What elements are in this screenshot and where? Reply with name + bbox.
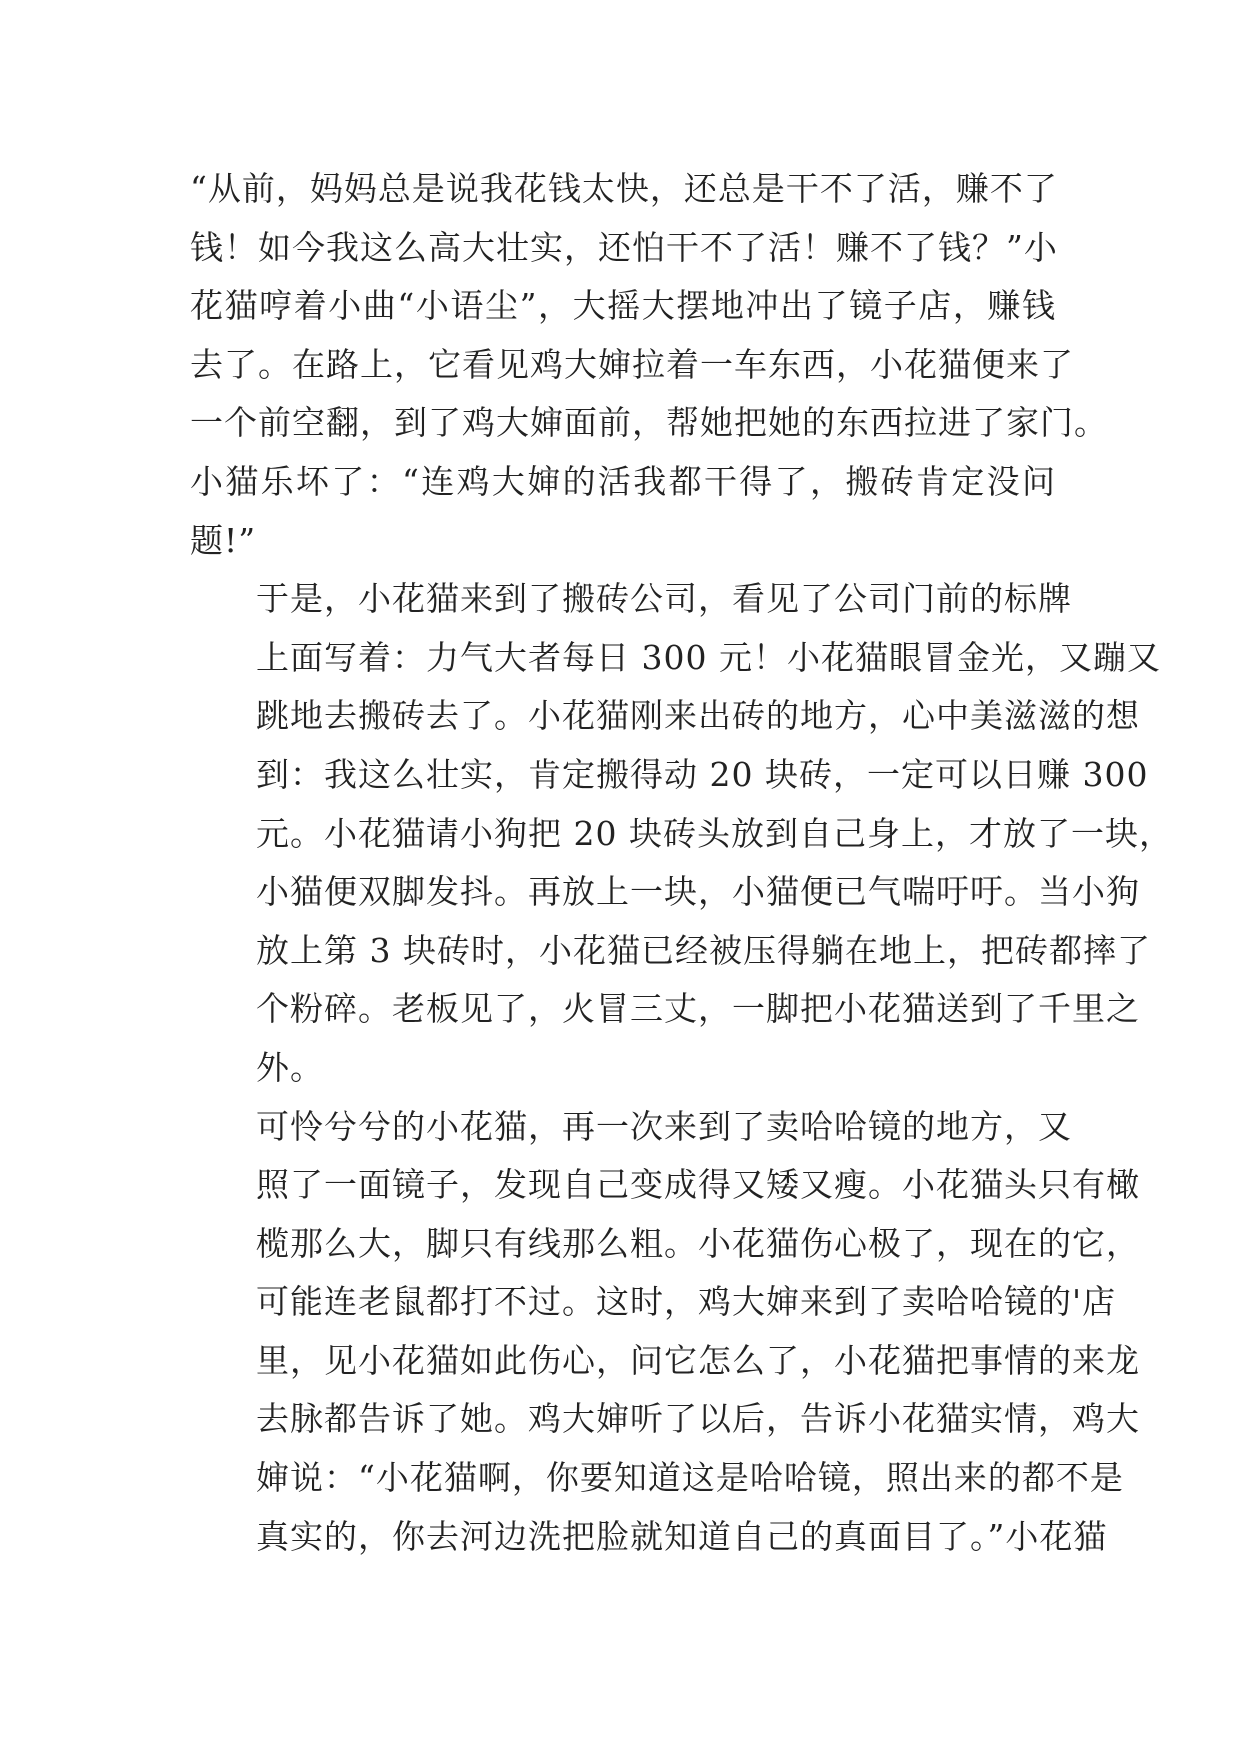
text-line: 上面写着：力气大者每日 300 元！小花猫眼冒金光，又蹦又 [256, 637, 1161, 677]
text-line: 花猫哼着小曲“小语尘”，大摇大摆地冲出了镜子店，赚钱 [190, 286, 1056, 326]
paragraph [190, 570, 1173, 1097]
text-line: 元。小花猫请小狗把 20 块砖头放到自己身上，才放了一块， [256, 813, 1173, 853]
text-line: 一个前空翻，到了鸡大婶面前，帮她把她的东西拉进了家门。 [190, 403, 1108, 443]
text-line: 榄那么大，脚只有线那么粗。小花猫伤心极了，现在的它， [256, 1223, 1140, 1263]
text-line: “从前，妈妈总是说我花钱太快，还总是干不了活，赚不了 [190, 169, 1058, 208]
document-body [190, 160, 1173, 1566]
text-line: 钱！如今我这么高大壮实，还怕干不了活！赚不了钱？”小 [190, 227, 1058, 267]
paragraph [190, 160, 1108, 570]
text-line: 放上第 3 块砖时，小花猫已经被压得躺在地上，把砖都摔了 [256, 930, 1151, 970]
text-line: 可怜兮兮的小花猫，再一次来到了卖哈哈镜的地方，又 [256, 1106, 1072, 1146]
text-line: 题!” [190, 520, 257, 560]
text-line: 小猫乐坏了：“连鸡大婶的活我都干得了，搬砖肯定没问 [190, 461, 1056, 501]
text-line: 到：我这么壮实，肯定搬得动 20 块砖，一定可以日赚 300 [256, 754, 1149, 794]
text-line: 跳地去搬砖去了。小花猫刚来出砖的地方，心中美滋滋的想 [256, 696, 1140, 736]
text-line: 去脉都告诉了她。鸡大婶听了以后，告诉小花猫实情，鸡大 [256, 1399, 1140, 1439]
text-line: 小猫便双脚发抖。再放上一块，小猫便已气喘吁吁。当小狗 [256, 872, 1140, 912]
text-line: 里，见小花猫如此伤心，问它怎么了，小花猫把事情的来龙 [256, 1340, 1140, 1380]
text-line: 去了。在路上，它看见鸡大婶拉着一车东西，小花猫便来了 [190, 344, 1074, 384]
text-line: 可能连老鼠都打不过。这时，鸡大婶来到了卖哈哈镜的'店 [256, 1282, 1117, 1322]
text-line: 外。 [256, 1047, 324, 1087]
text-line: 真实的，你去河边洗把脸就知道自己的真面目了。”小花猫 [256, 1516, 1108, 1556]
text-line: 照了一面镜子，发现自己变成得又矮又瘦。小花猫头只有橄 [256, 1165, 1140, 1205]
text-line: 婶说：“小花猫啊，你要知道这是哈哈镜，照出来的都不是 [256, 1458, 1124, 1498]
paragraph [190, 1098, 1140, 1567]
text-line: 个粉碎。老板见了，火冒三丈，一脚把小花猫送到了千里之 [256, 989, 1140, 1029]
text-line: 于是，小花猫来到了搬砖公司，看见了公司门前的标牌 [256, 579, 1072, 619]
